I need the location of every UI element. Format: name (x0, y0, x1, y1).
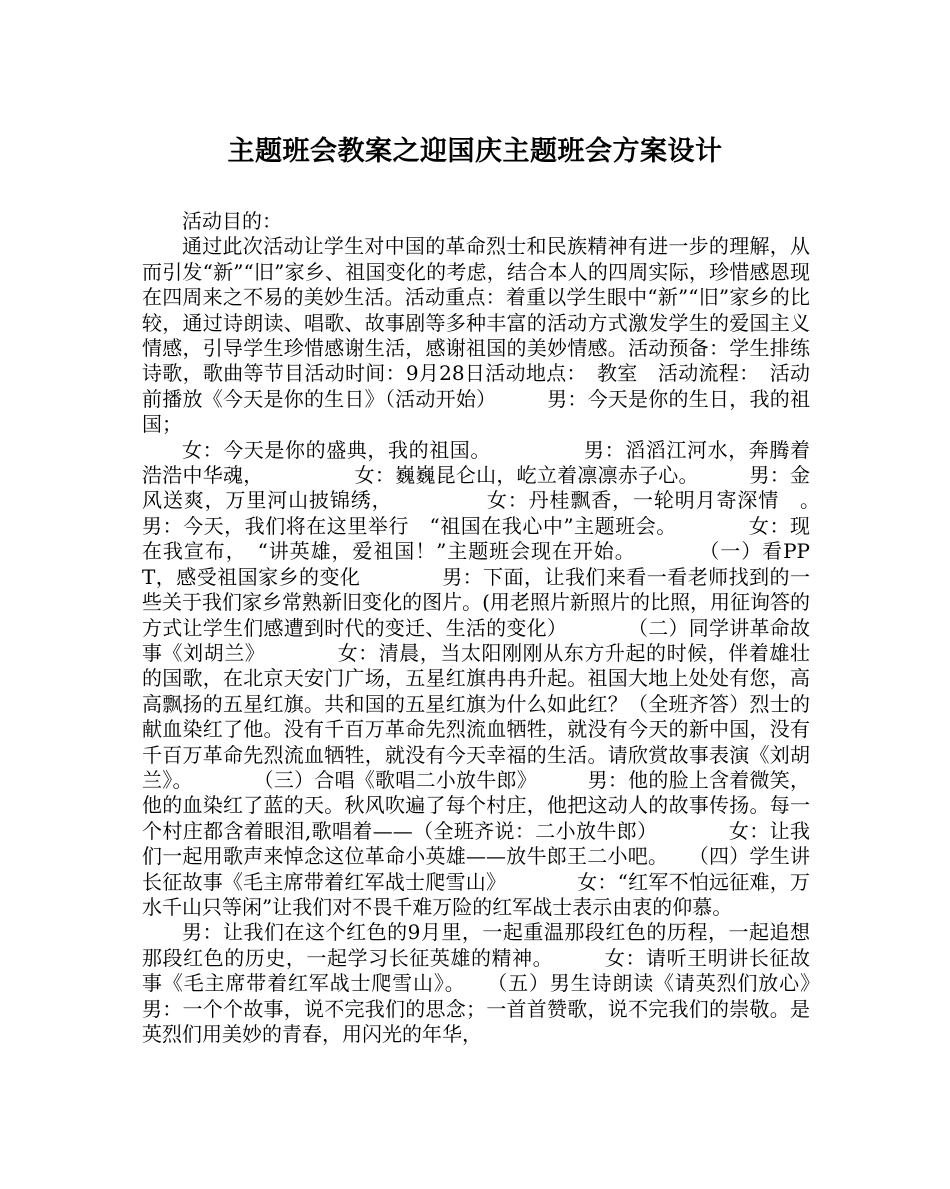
paragraph-long-march: 男：让我们在这个红色的9月里，一起重温那段红色的历程，一起追想那段红色的历史，一起学习长征英雄的精神。 女：请听王明讲长征故事《毛主席带着红军战士爬雪山》。 （五）男生诗朗读《请英烈们放心》 男：一个个故事，说不完我们的思念；一首首赞歌，说不完我们的崇敬。是英烈们用美妙的青春，用闪光的年华， (142, 920, 870, 1046)
paragraph-program-flow: 女：今天是你的盛典，我的祖国。 男：滔滔江河水，奔腾着浩浩中华魂， 女：巍巍昆仑山，屹立着凛凛赤子心。 男：金风送爽，万里河山披锦绣， 女：丹桂飘香，一轮明月寄深情 。 男：今天，我们将在这里举行 “祖国在我心中”主题班会。 女：现在我宣布， “讲英雄，爱祖国！”主题班会现在开始。 （一）看PPT，感受祖国家乡的变化 男：下面，让我们来看一看老师找到的一些关于我们家乡常熟新旧变化的图片。(用老照片新照片的比照，用征询答的方式让学生们感遭到时代的变迁、生活的变化） （二）同学讲革命故事《刘胡兰》 女：清晨，当太阳刚刚从东方升起的时候，伴着雄壮的国歌，在北京天安门广场，五星红旗冉冉升起。祖国大地上处处有您，高高飘扬的五星红旗。共和国的五星红旗为什么如此红？（全班齐答）烈士的献血染红了他。没有千百万革命先烈流血牺牲，就没有今天的新中国，没有千百万革命先烈流血牺牲，就没有今天幸福的生活。请欣赏故事表演《刘胡兰》。 （三）合唱《歌唱二小放牛郎》 男：他的脸上含着微笑，他的血染红了蓝的天。秋风吹遍了每个村庄，他把这动人的故事传扬。每一个村庄都含着眼泪,歌唱着——（全班齐说：二小放牛郎） 女：让我们一起用歌声来悼念这位革命小英雄——放牛郎王二小吧。 （四）学生讲长征故事《毛主席带着红军战士爬雪山》 女：“红军不怕远征难，万水千山只等闲”让我们对不畏千难万险的红军战士表示由衷的仰慕。 (142, 437, 890, 919)
document-title: 主题班会教案之迎国庆主题班会方案设计 (227, 136, 723, 167)
paragraph-objective-and-opening: 通过此次活动让学生对中国的革命烈士和民族精神有进一步的理解，从而引发“新”“旧”家乡、祖国变化的考虑，结合本人的四周实际，珍惜感恩现在四周来之不易的美妙生活。活动重点：着重以学生眼中“新”“旧”家乡的比较，通过诗朗读、唱歌、故事剧等多种丰富的活动方式激发学生的爱国主义情感，引导学生珍惜感谢生活，感谢祖国的美妙情感。活动预备：学生排练诗歌，歌曲等节目活动时间：9月28日活动地点： 教室 活动流程： 活动前播放《今天是你的生日》（活动开始） 男：今天是你的生日，我的祖国； (142, 234, 810, 437)
document-body (142, 209, 890, 1047)
paragraph-objective-heading: 活动目的： (182, 209, 282, 233)
